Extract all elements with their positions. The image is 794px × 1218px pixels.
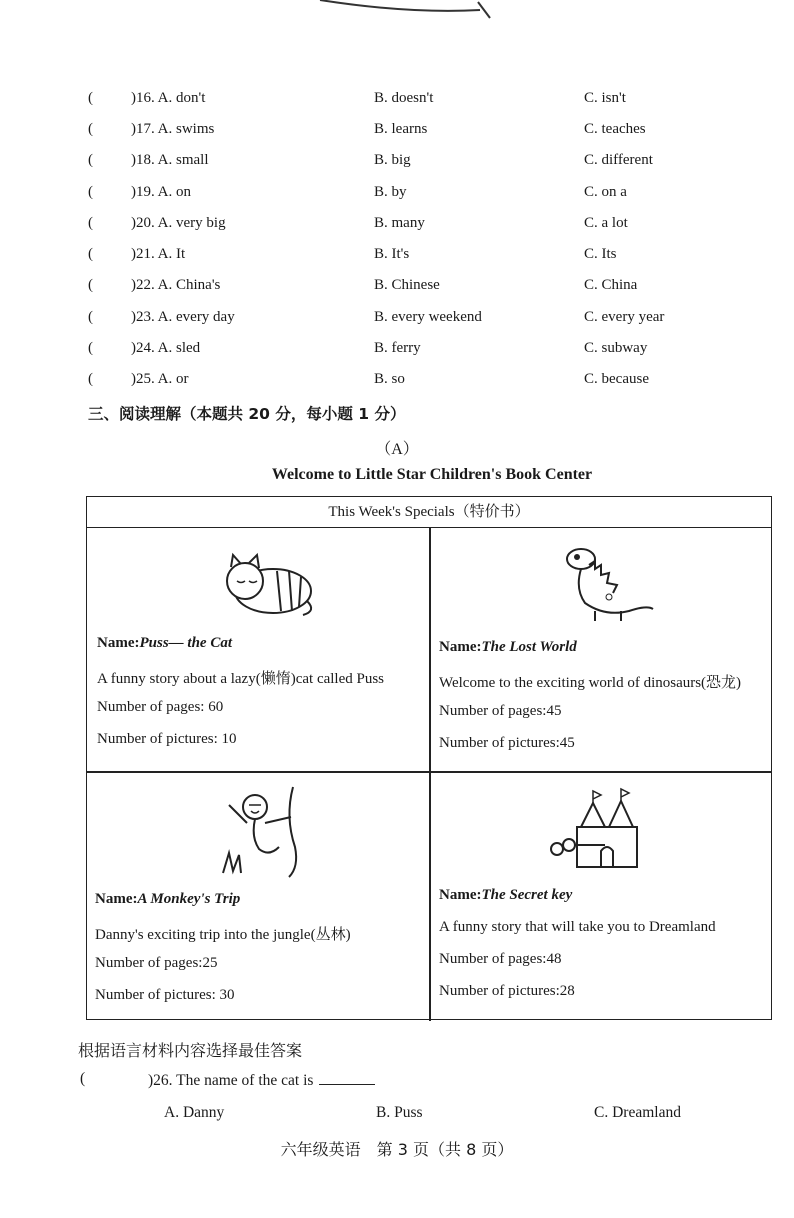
book-cell-secret-key bbox=[439, 773, 769, 1019]
option-b: B. Puss bbox=[376, 1104, 423, 1121]
book-pages: Number of pages: 60 bbox=[97, 699, 224, 715]
passage-title: Welcome to Little Star Children's Book Center bbox=[271, 466, 593, 483]
book-pages: Number of pages:48 bbox=[439, 951, 562, 967]
option-b: B. by bbox=[374, 184, 407, 200]
option-c: C. teaches bbox=[584, 121, 646, 137]
book-title: The Secret key bbox=[481, 887, 573, 903]
option-c: C. Dreamland bbox=[594, 1104, 681, 1121]
part-label: （A） bbox=[375, 441, 419, 458]
option-c: C. a lot bbox=[584, 215, 628, 231]
answer-paren[interactable]: ( bbox=[88, 246, 93, 262]
option-b: B. doesn't bbox=[374, 90, 434, 106]
book-description: Danny's exciting trip into the jungle(丛林) bbox=[95, 927, 351, 943]
question-21 bbox=[0, 246, 794, 270]
monkey-icon bbox=[215, 783, 311, 879]
question-text-content: )26. The name of the cat is bbox=[148, 1072, 314, 1089]
book-pictures: Number of pictures: 10 bbox=[97, 731, 237, 747]
book-pictures: Number of pictures:28 bbox=[439, 983, 575, 999]
answer-paren[interactable]: ( bbox=[88, 309, 93, 325]
question-20 bbox=[0, 215, 794, 239]
question-17 bbox=[0, 121, 794, 145]
table-divider-vertical bbox=[429, 527, 431, 1021]
answer-blank[interactable] bbox=[319, 1070, 375, 1085]
question-26-options bbox=[0, 1104, 794, 1128]
book-description: A funny story that will take you to Dreamland bbox=[439, 919, 716, 935]
specials-table bbox=[86, 496, 772, 1020]
answer-paren[interactable]: ( bbox=[88, 215, 93, 231]
option-c: C. China bbox=[584, 277, 638, 293]
option-a: A. Danny bbox=[164, 1104, 225, 1121]
option-b: B. It's bbox=[374, 246, 410, 262]
option-a: )19. A. on bbox=[131, 184, 191, 200]
book-pages: Number of pages:25 bbox=[95, 955, 218, 971]
option-a: )23. A. every day bbox=[131, 309, 235, 325]
answer-paren[interactable]: ( bbox=[88, 121, 93, 137]
option-c: C. subway bbox=[584, 340, 648, 356]
option-a: )24. A. sled bbox=[131, 340, 201, 356]
option-a: )22. A. China's bbox=[131, 277, 221, 293]
page-footer: 六年级英语 第 3 页（共 8 页） bbox=[280, 1140, 514, 1159]
book-name-line bbox=[95, 891, 240, 908]
option-a: )17. A. swims bbox=[131, 121, 215, 137]
book-title: A Monkey's Trip bbox=[137, 891, 241, 907]
answer-paren[interactable]: ( bbox=[80, 1070, 86, 1087]
option-a: )21. A. It bbox=[131, 246, 186, 262]
question-25 bbox=[0, 371, 794, 395]
question-24 bbox=[0, 340, 794, 364]
answer-paren[interactable]: ( bbox=[88, 184, 93, 200]
book-name-line bbox=[97, 635, 232, 652]
book-cell-lost-world bbox=[439, 527, 769, 771]
book-title: Puss— the Cat bbox=[139, 635, 233, 651]
question-text bbox=[148, 1070, 375, 1090]
book-cell-puss bbox=[97, 527, 427, 771]
section-title: 三、阅读理解（本题共 20 分，每小题 1 分） bbox=[88, 405, 406, 423]
answer-paren[interactable]: ( bbox=[88, 152, 93, 168]
option-a: )20. A. very big bbox=[131, 215, 226, 231]
option-b: B. ferry bbox=[374, 340, 421, 356]
question-26 bbox=[0, 1070, 794, 1094]
option-c: C. because bbox=[584, 371, 649, 387]
option-c: C. different bbox=[584, 152, 653, 168]
book-name-line bbox=[439, 639, 577, 656]
option-b: B. big bbox=[374, 152, 411, 168]
answer-paren[interactable]: ( bbox=[88, 90, 93, 106]
name-label: Name: bbox=[95, 891, 138, 907]
castle-key-icon bbox=[547, 787, 663, 871]
option-c: C. Its bbox=[584, 246, 617, 262]
cat-icon bbox=[217, 551, 317, 619]
option-a: )16. A. don't bbox=[131, 90, 206, 106]
option-b: B. every weekend bbox=[374, 309, 482, 325]
top-scribble-decoration bbox=[300, 0, 520, 22]
book-description: A funny story about a lazy(懒惰)cat called Puss bbox=[97, 671, 385, 687]
question-16 bbox=[0, 90, 794, 114]
name-label: Name: bbox=[97, 635, 140, 651]
option-c: C. on a bbox=[584, 184, 627, 200]
book-pictures: Number of pictures:45 bbox=[439, 735, 575, 751]
instruction: 根据语言材料内容选择最佳答案 bbox=[78, 1041, 303, 1060]
option-b: B. so bbox=[374, 371, 405, 387]
book-name-line bbox=[439, 887, 572, 904]
dinosaur-icon bbox=[559, 545, 655, 625]
book-cell-monkey bbox=[95, 773, 425, 1019]
book-title: The Lost World bbox=[481, 639, 577, 655]
option-b: B. Chinese bbox=[374, 277, 440, 293]
option-a: )25. A. or bbox=[131, 371, 189, 387]
option-a: )18. A. small bbox=[131, 152, 209, 168]
option-c: C. every year bbox=[584, 309, 665, 325]
book-description: Welcome to the exciting world of dinosaurs(恐龙) bbox=[439, 675, 742, 691]
name-label: Name: bbox=[439, 639, 482, 655]
name-label: Name: bbox=[439, 887, 482, 903]
table-header: This Week's Specials（特价书） bbox=[87, 497, 771, 528]
answer-paren[interactable]: ( bbox=[88, 371, 93, 387]
book-pictures: Number of pictures: 30 bbox=[95, 987, 235, 1003]
question-18 bbox=[0, 152, 794, 176]
option-c: C. isn't bbox=[584, 90, 626, 106]
question-23 bbox=[0, 309, 794, 333]
answer-paren[interactable]: ( bbox=[88, 340, 93, 356]
question-19 bbox=[0, 184, 794, 208]
option-b: B. many bbox=[374, 215, 425, 231]
option-b: B. learns bbox=[374, 121, 428, 137]
question-22 bbox=[0, 277, 794, 301]
book-pages: Number of pages:45 bbox=[439, 703, 562, 719]
answer-paren[interactable]: ( bbox=[88, 277, 93, 293]
